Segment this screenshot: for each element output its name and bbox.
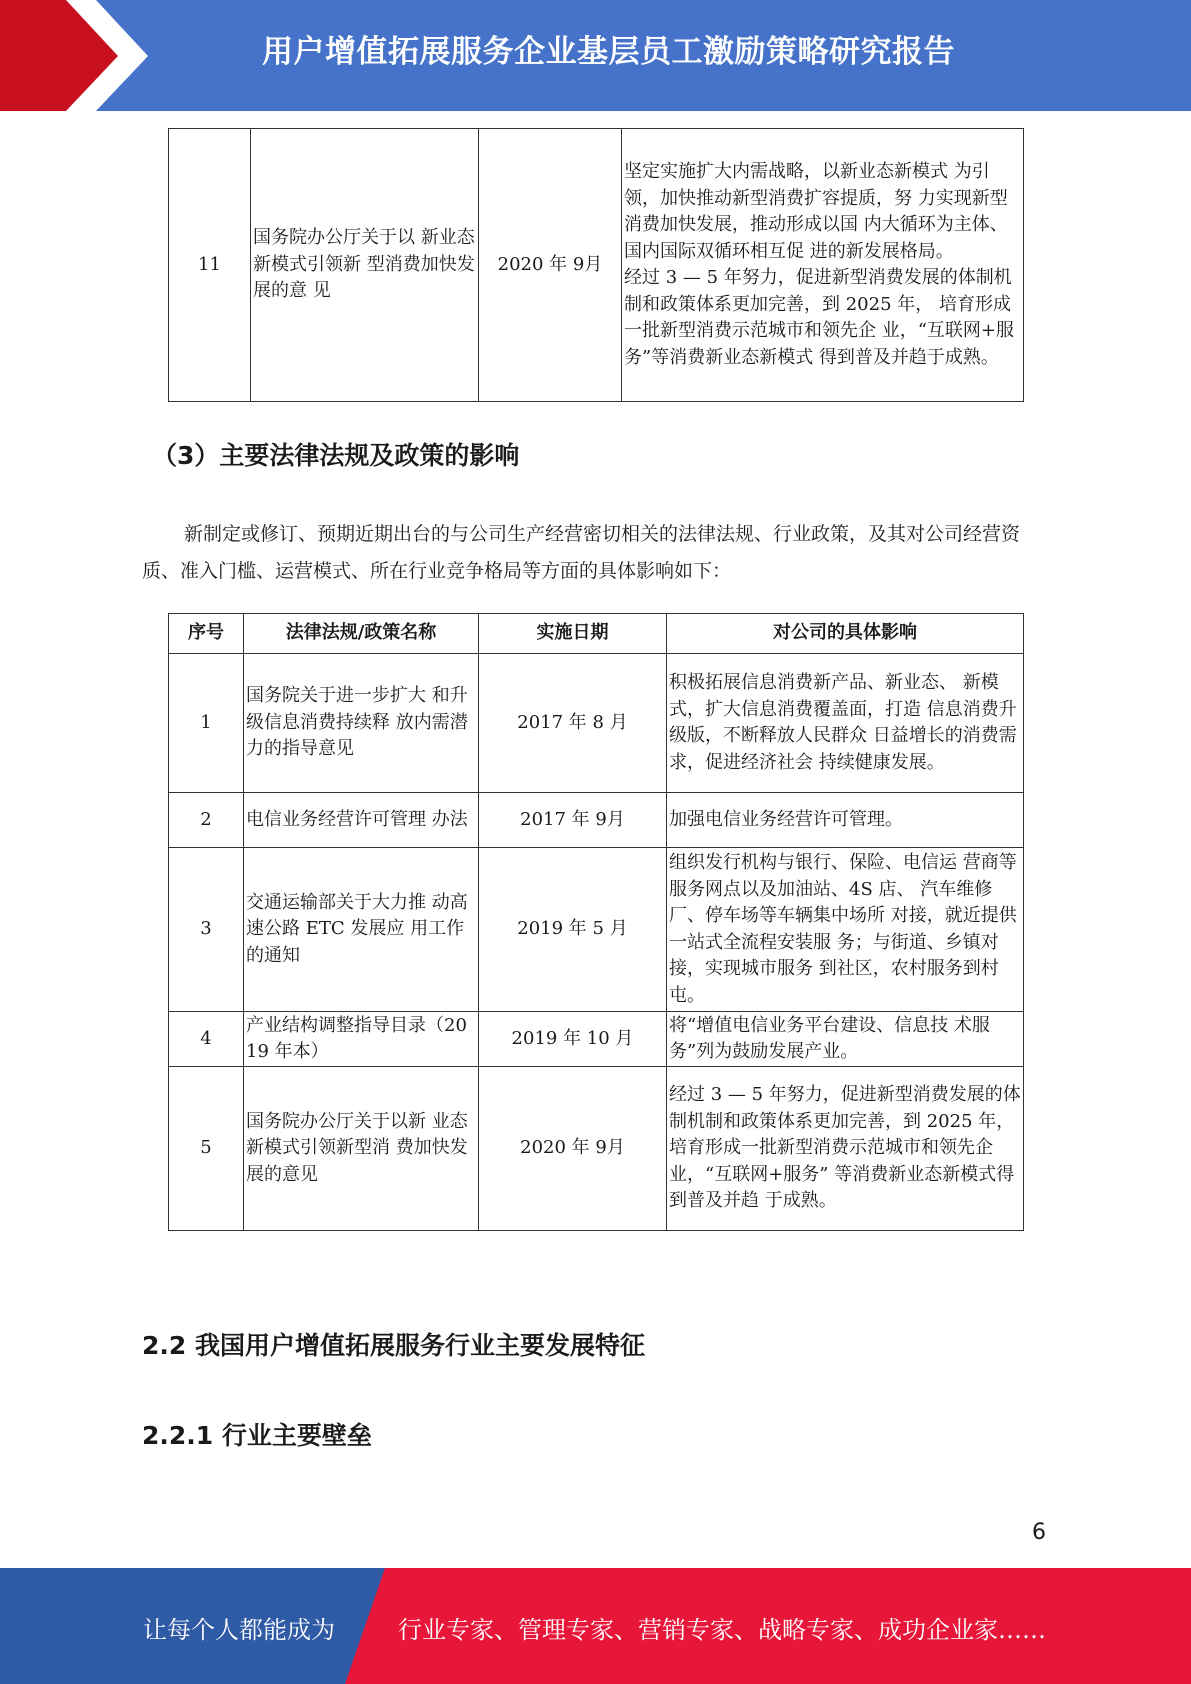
table-row xyxy=(169,1067,1024,1231)
effective-date: 2019 年 10 月 xyxy=(479,1012,667,1067)
column-header: 对公司的具体影响 xyxy=(667,614,1024,654)
table-row xyxy=(169,793,1024,848)
impact-paragraph: 坚定实施扩大内需战略，以新业态新模式 为引领，加快推动新型消费扩容提质，努 力实现新型消费加快发展，推动形成以国 内大循环为主体、国内国际双循环相互促 进的新发展格局。 xyxy=(624,161,1008,262)
column-header: 序号 xyxy=(169,614,244,654)
policy-name: 交通运输部关于大力推 动高速公路 ETC 发展应 用工作的通知 xyxy=(244,848,479,1012)
footer-slogan-left: 让每个人都能成为 xyxy=(143,1616,335,1644)
policy-impact: 积极拓展信息消费新产品、新业态、 新模式，扩大信息消费覆盖面，打造 信息消费升级版，不断释放人民群众 日益增长的消费需求，促进经济社会 持续健康发展。 xyxy=(667,654,1024,793)
policy-name: 国务院办公厅关于以新 业态新模式引领新型消 费加快发展的意见 xyxy=(244,1067,479,1231)
footer-slogan-right: 行业专家、管理专家、营销专家、战略专家、成功企业家…… xyxy=(398,1616,1046,1644)
table-row xyxy=(169,654,1024,793)
row-number: 2 xyxy=(169,793,244,848)
sub-chapter-heading: 2.2.1 行业主要壁垒 xyxy=(142,1421,372,1450)
chapter-heading: 2.2 我国用户增值拓展服务行业主要发展特征 xyxy=(142,1331,645,1360)
page-header xyxy=(0,0,1191,111)
row-number: 3 xyxy=(169,848,244,1012)
row-number: 1 xyxy=(169,654,244,793)
section-heading: （3）主要法律法规及政策的影响 xyxy=(152,441,520,470)
column-header: 法律法规/政策名称 xyxy=(244,614,479,654)
policy-name: 电信业务经营许可管理 办法 xyxy=(244,793,479,848)
table-row xyxy=(169,848,1024,1012)
policy-impact: 组织发行机构与银行、保险、电信运 营商等服务网点以及加油站、4S 店、 汽车维修厂、停车场等车辆集中场所 对接，就近提供一站式全流程安装服 务；与街道、乡镇对接，实现城市服务 到社区，农村服务到村屯。 xyxy=(667,848,1024,1012)
effective-date: 2017 年 8 月 xyxy=(479,654,667,793)
impact-paragraph: 经过 3 — 5 年努力，促进新型消费发展的体制机制和政策体系更加完善，到 2025 年， 培育形成一批新型消费示范城市和领先企 业，“互联网+服务”等消费新业态新模式 得到普及并趋于成熟。 xyxy=(624,267,1015,368)
policy-impact: 加强电信业务经营许可管理。 xyxy=(667,793,1024,848)
table-row xyxy=(169,1012,1024,1067)
policy-impact: 经过 3 — 5 年努力，促进新型消费发展的体制机制和政策体系更加完善，到 2025 年，培育形成一批新型消费示范城市和领先企业，“互联网+服务” 等消费新业态新模式得到普及并趋 于成熟。 xyxy=(667,1067,1024,1231)
policy-table xyxy=(168,613,1024,1231)
policy-table-continued xyxy=(168,128,1024,402)
effective-date: 2019 年 5 月 xyxy=(479,848,667,1012)
effective-date: 2020 年 9月 xyxy=(479,129,622,402)
effective-date: 2017 年 9月 xyxy=(479,793,667,848)
policy-impact: 将“增值电信业务平台建设、信息技 术服务”列为鼓励发展产业。 xyxy=(667,1012,1024,1067)
row-number: 11 xyxy=(169,129,251,402)
page-footer xyxy=(0,1568,1191,1684)
policy-name: 国务院办公厅关于以 新业态新模式引领新 型消费加快发展的意 见 xyxy=(251,129,479,402)
policy-name: 产业结构调整指导目录（2019 年本） xyxy=(244,1012,479,1067)
effective-date: 2020 年 9月 xyxy=(479,1067,667,1231)
policy-name: 国务院关于进一步扩大 和升级信息消费持续释 放内需潜力的指导意见 xyxy=(244,654,479,793)
policy-impact xyxy=(622,129,1024,402)
column-header: 实施日期 xyxy=(479,614,667,654)
table-header-row xyxy=(169,614,1024,654)
row-number: 4 xyxy=(169,1012,244,1067)
table-row xyxy=(169,129,1024,402)
body-paragraph: 新制定或修订、预期近期出台的与公司生产经营密切相关的法律法规、行业政策，及其对公司经营资质、准入门槛、运营模式、所在行业竞争格局等方面的具体影响如下： xyxy=(142,523,1021,582)
page-number: 6 xyxy=(1032,1520,1046,1545)
row-number: 5 xyxy=(169,1067,244,1231)
document-title: 用户增值拓展服务企业基层员工激励策略研究报告 xyxy=(262,34,955,70)
